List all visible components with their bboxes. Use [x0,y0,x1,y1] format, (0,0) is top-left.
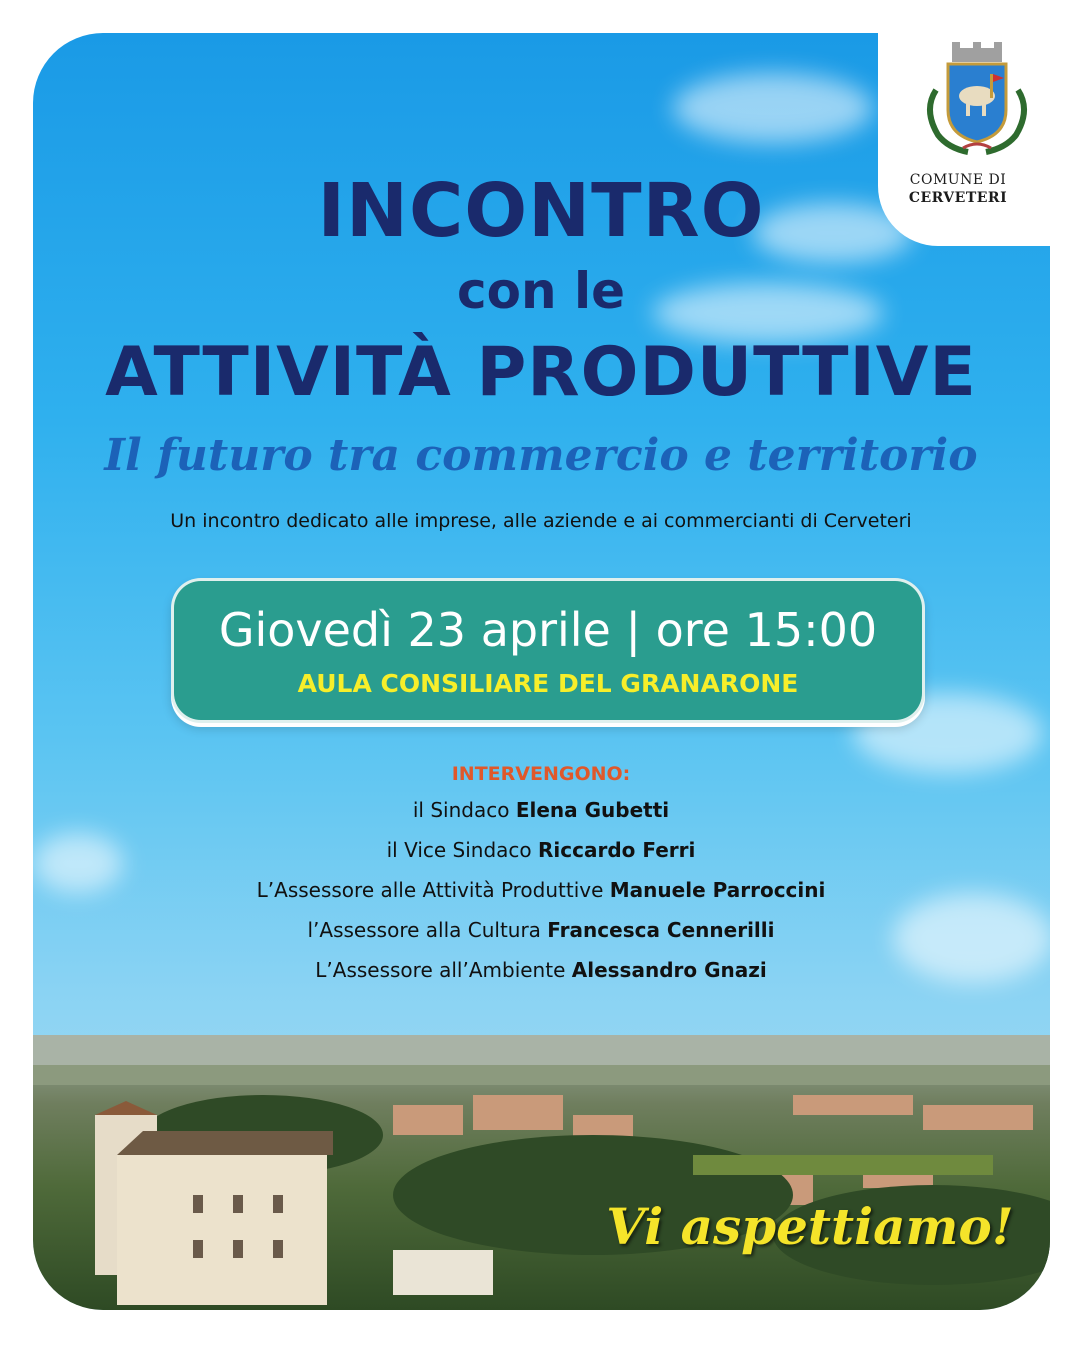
city-name-label: CERVETERI [908,190,1008,206]
town-landscape-illustration [33,1035,1050,1310]
landscape-photo [33,1035,1050,1310]
cloud [673,73,873,143]
speaker-item: il Sindaco Elena Gubetti [412,798,670,822]
speaker-item: il Vice Sindaco Riccardo Ferri [386,838,696,862]
speaker-item: L’Assessore alle Attività Produttive Manuele Parroccini [256,878,826,902]
event-date-time: Giovedì 23 aprile | ore 15:00 [218,603,878,657]
coat-of-arms-icon [918,40,1036,160]
event-description: Un incontro dedicato alle imprese, alle aziende e ai commercianti di Cerveteri [170,510,912,532]
comune-label: COMUNE DI [909,172,1007,188]
closing-message: Vi aspettiamo! [606,1197,1014,1256]
speaker-item: l’Assessore alla Cultura Francesca Cennerilli [307,918,775,942]
title-line-2: con le [456,262,626,320]
event-info-box [171,578,925,723]
title-line-3: ATTIVITÀ PRODUTTIVE [105,333,977,412]
event-place: AULA CONSILIARE DEL GRANARONE [297,669,799,698]
logo-tab [878,0,1082,246]
speaker-item: L’Assessore all’Ambiente Alessandro Gnazi [315,958,767,982]
title-line-1: INCONTRO [317,168,765,254]
speakers-title: INTERVENGONO: [451,763,631,785]
subtitle: Il futuro tra commercio e territorio [104,430,978,481]
